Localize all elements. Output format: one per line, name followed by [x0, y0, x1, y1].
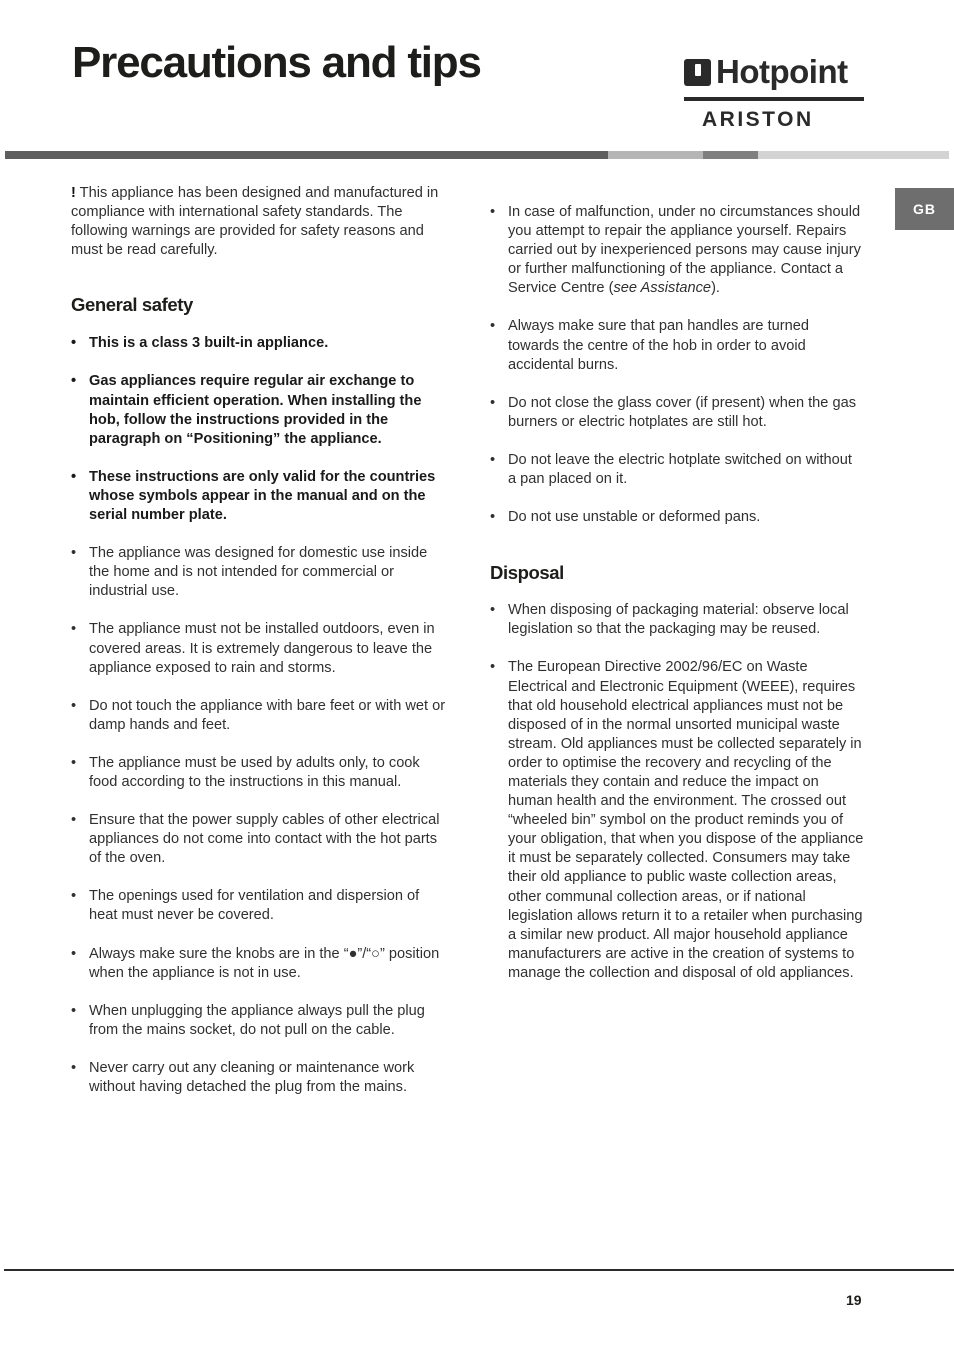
- page-number: 19: [846, 1292, 862, 1308]
- warning-mark: !: [71, 185, 76, 201]
- brand-logo: [682, 53, 864, 136]
- malfunction-end: ).: [711, 280, 720, 297]
- list-item: • The openings used for ventilation and dispersion of heat must never be covered.: [71, 887, 447, 925]
- malfunction-text: In case of malfunction, under no circumstances should you attempt to repair the appliance yourself. Repairs carried out by inexperienced persons may cause injury or further malfunctioning of the appliance. Contact a Service Centre (: [508, 204, 861, 297]
- intro-paragraph: [71, 184, 447, 260]
- list-item: • When disposing of packaging material: observe local legislation so that the packaging may be reused.: [490, 601, 864, 639]
- logo-subbrand: ARISTON: [702, 108, 814, 131]
- language-tab: GB: [895, 188, 954, 230]
- list-item: • Always make sure that pan handles are turned towards the centre of the hob in order to avoid accidental burns.: [490, 317, 864, 374]
- page-title: Precautions and tips: [72, 38, 481, 87]
- disposal-list: [490, 601, 864, 983]
- list-item: • This is a class 3 built-in appliance.: [71, 334, 447, 353]
- intro-text: This appliance has been designed and manufactured in compliance with international safety standards. The following warnings are provided for safety reasons and must be read carefully.: [71, 185, 439, 259]
- list-item: • The appliance must not be installed outdoors, even in covered areas. It is extremely dangerous to leave the appliance exposed to rain and storms.: [71, 620, 447, 677]
- logo-divider: [684, 97, 864, 101]
- general-safety-list: [71, 334, 447, 1097]
- header-band-light: [608, 151, 703, 159]
- header-band-pale: [758, 151, 949, 159]
- list-item: • The European Directive 2002/96/EC on Waste Electrical and Electronic Equipment (WEEE), requires that old household electrical appliances must not be disposed of in the normal unsorted municipal waste stream. Old appliances must be collected separately in order to optimise the recovery and recycling of the materials they contain and reduce the impact on human health and the environment. The crossed out “wheeled bin” symbol on the product reminds you of your obligation, that when you dispose of the appliance it must be separately collected. Consumers may take their old appliance to public waste collection areas, other communal collection areas, or if national legislation allows return it to a retailer when purchasing a similar new product. All major household appliance manufacturers are active in the creation of systems to manage the collection and disposal of old appliances.: [490, 658, 864, 983]
- list-item: • When unplugging the appliance always pull the plug from the mains socket, do not pull on the cable.: [71, 1002, 447, 1040]
- list-item: [490, 203, 864, 298]
- list-item: • Gas appliances require regular air exchange to maintain efficient operation. When installing the hob, follow the instructions provided in the paragraph on “Positioning” the appliance.: [71, 372, 447, 448]
- list-item: • Never carry out any cleaning or maintenance work without having detached the plug from the mains.: [71, 1059, 447, 1097]
- list-item: • Do not leave the electric hotplate switched on without a pan placed on it.: [490, 451, 864, 489]
- list-item: • The appliance was designed for domestic use inside the home and is not intended for commercial or industrial use.: [71, 544, 447, 601]
- general-safety-heading: General safety: [71, 294, 193, 316]
- list-item: • Ensure that the power supply cables of other electrical appliances do not come into contact with the hot parts of the oven.: [71, 811, 447, 868]
- list-item: • Always make sure the knobs are in the “●”/“○” position when the appliance is not in use.: [71, 945, 447, 983]
- list-item: • Do not touch the appliance with bare feet or with wet or damp hands and feet.: [71, 697, 447, 735]
- list-item: • These instructions are only valid for the countries whose symbols appear in the manual and on the serial number plate.: [71, 468, 447, 525]
- footer-divider: [4, 1269, 954, 1271]
- safety-list-continued: [490, 203, 864, 527]
- right-column: [490, 203, 864, 983]
- hotpoint-mark-icon: [684, 59, 711, 86]
- header-band-dark: [5, 151, 608, 159]
- left-column: [71, 184, 447, 1097]
- list-item: • Do not use unstable or deformed pans.: [490, 508, 864, 527]
- assistance-reference: see Assistance: [613, 280, 712, 297]
- header-band-mid: [703, 151, 758, 159]
- list-item: • The appliance must be used by adults only, to cook food according to the instructions in this manual.: [71, 754, 447, 792]
- logo-brand-name: Hotpoint: [716, 53, 848, 90]
- list-item: • Do not close the glass cover (if present) when the gas burners or electric hotplates are still hot.: [490, 394, 864, 432]
- disposal-heading: Disposal: [490, 562, 564, 584]
